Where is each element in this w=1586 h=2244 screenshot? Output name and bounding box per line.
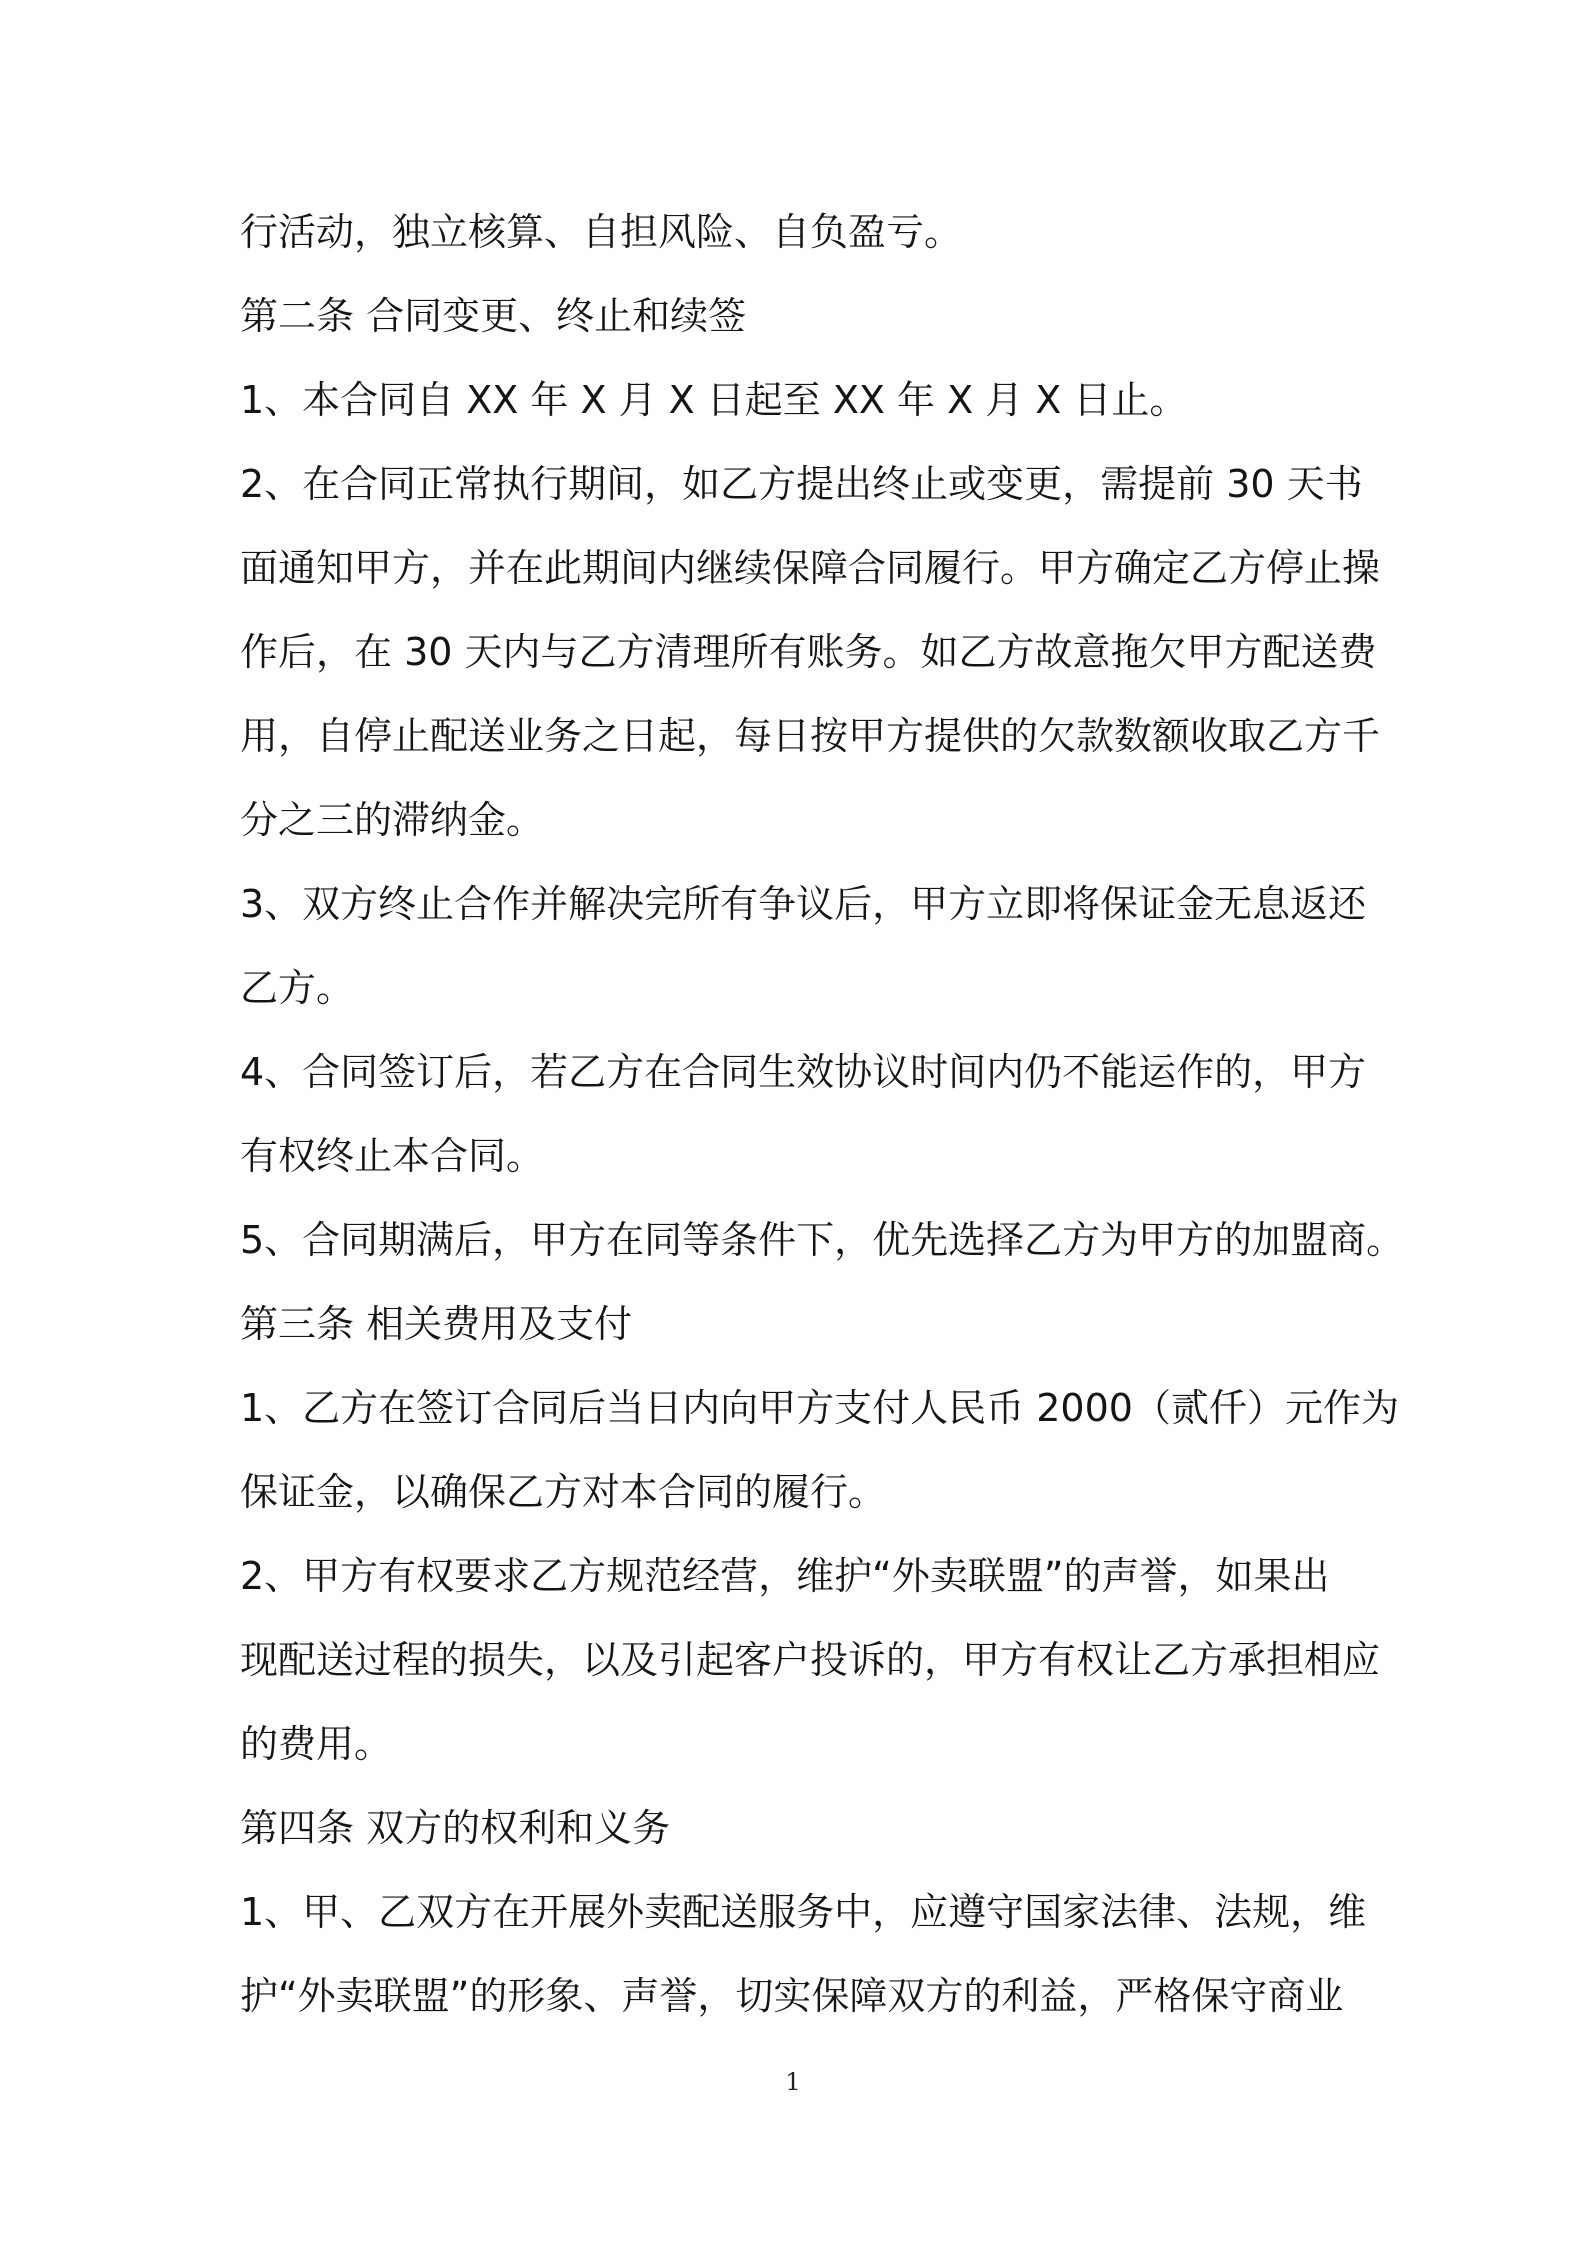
- body-line: 保证金，以确保乙方对本合同的履行。: [240, 1470, 887, 1514]
- body-line: 5、合同期满后，甲方在同等条件下，优先选择乙方为甲方的加盟商。: [240, 1218, 1405, 1262]
- body-line: 3、双方终止合作并解决完所有争议后，甲方立即将保证金无息返还: [240, 882, 1367, 926]
- body-line: 护“外卖联盟”的形象、声誉，切实保障双方的利益，严格保守商业: [240, 1974, 1344, 2018]
- body-line: 1、乙方在签订合同后当日内向甲方支付人民币 2000（贰仟）元作为: [240, 1386, 1399, 1430]
- body-line: 作后，在 30 天内与乙方清理所有账务。如乙方故意拖欠甲方配送费: [240, 630, 1377, 674]
- body-line: 4、合同签订后，若乙方在合同生效协议时间内仍不能运作的，甲方: [240, 1050, 1367, 1094]
- body-line: 现配送过程的损失，以及引起客户投诉的，甲方有权让乙方承担相应: [240, 1638, 1381, 1682]
- body-line: 的费用。: [240, 1722, 393, 1766]
- body-line: 行活动，独立核算、自担风险、自负盈亏。: [240, 210, 963, 254]
- body-line: 面通知甲方，并在此期间内继续保障合同履行。甲方确定乙方停止操: [240, 546, 1381, 590]
- body-line: 分之三的滞纳金。: [240, 798, 545, 842]
- body-line: 1、本合同自 XX 年 X 月 X 日起至 XX 年 X 月 X 日止。: [240, 378, 1188, 422]
- body-line: 乙方。: [240, 966, 355, 1010]
- document-body: [240, 190, 1405, 2038]
- body-line: 1、甲、乙双方在开展外卖配送服务中，应遵守国家法律、法规，维: [240, 1890, 1367, 1934]
- body-line: 2、甲方有权要求乙方规范经营，维护“外卖联盟”的声誉，如果出: [240, 1554, 1330, 1598]
- section-heading-article-2: 第二条 合同变更、终止和续签: [240, 294, 747, 338]
- section-heading-article-4: 第四条 双方的权利和义务: [240, 1806, 671, 1850]
- section-heading-article-3: 第三条 相关费用及支付: [240, 1302, 633, 1346]
- body-line: 2、在合同正常执行期间，如乙方提出终止或变更，需提前 30 天书: [240, 462, 1363, 506]
- body-line: 用，自停止配送业务之日起，每日按甲方提供的欠款数额收取乙方千: [240, 714, 1381, 758]
- body-line: 有权终止本合同。: [240, 1134, 545, 1178]
- page-number: 1: [785, 2068, 801, 2096]
